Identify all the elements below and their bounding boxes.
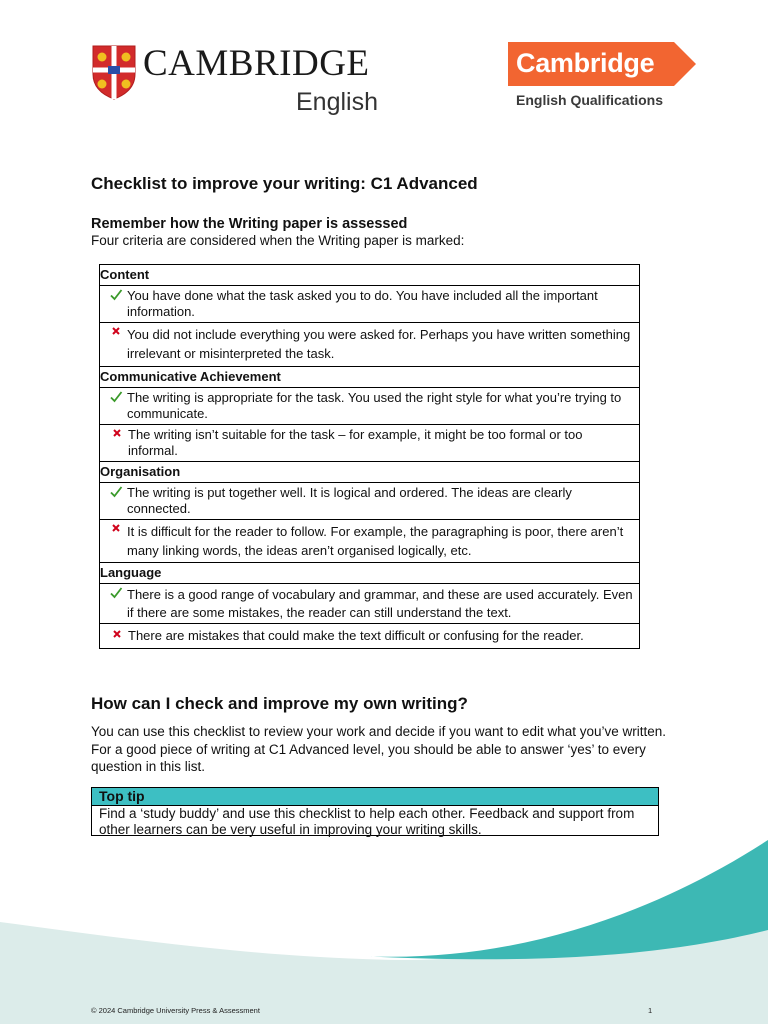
footer-copyright: © 2024 Cambridge University Press & Assessment	[91, 1006, 260, 1015]
criterion-bad-row	[100, 322, 639, 366]
criteria-table	[99, 264, 640, 649]
cross-icon	[109, 325, 123, 339]
criterion-bad-text: There are mistakes that could make the text difficult or confusing for the reader.	[128, 628, 584, 643]
footer-page-number: 1	[648, 1006, 653, 1015]
criterion-bad-row	[100, 424, 639, 461]
criterion-good-text: The writing is put together well. It is logical and ordered. The ideas are clearly connected.	[127, 485, 572, 516]
check-icon	[109, 485, 123, 499]
section-heading-assessment: Remember how the Writing paper is assessed	[91, 216, 408, 232]
criterion-good-text: The writing is appropriate for the task. You used the right style for what you’re trying to communicate.	[127, 390, 622, 421]
criterion-good-text: You have done what the task asked you to do. You have included all the important information.	[127, 288, 598, 319]
criterion-bad-text: It is difficult for the reader to follow. For example, the paragraphing is poor, there aren’t many linking words, the ideas aren’t organised logically, etc.	[127, 524, 624, 558]
criterion-good-row	[100, 583, 639, 623]
criterion-bad-row	[100, 623, 639, 648]
criterion-good-row	[100, 387, 639, 424]
university-crest-icon	[91, 44, 137, 100]
qualifications-sub-label: English Qualifications	[516, 92, 664, 108]
criterion-heading: Language	[100, 562, 639, 583]
cross-icon	[110, 628, 124, 642]
section-intro: Four criteria are considered when the Writing paper is marked:	[91, 233, 465, 248]
page-title: Checklist to improve your writing: C1 Advanced	[91, 174, 478, 193]
criterion-good-row	[100, 285, 639, 322]
section-body: You can use this checklist to review your work and decide if you want to edit what you’ve written. For a good piece of writing at C1 Advanced level, you should be able to answer ‘yes’ to every question in this list.	[91, 724, 667, 774]
top-tip-text: Find a ‘study buddy’ and use this checklist to help each other. Feedback and support from other learners can be very useful in improving your writing skills.	[99, 806, 635, 837]
cambridge-english-logo	[91, 42, 391, 116]
criterion-bad-row	[100, 519, 639, 562]
cross-icon	[110, 427, 124, 441]
decorative-wave	[0, 830, 768, 1024]
criterion-heading: Content	[100, 267, 150, 282]
cambridge-qualifications-logo	[508, 42, 698, 114]
check-icon	[109, 586, 123, 600]
top-tip-box	[91, 787, 659, 836]
top-tip-title: Top tip	[92, 788, 658, 806]
criterion-heading: Communicative Achievement	[100, 366, 639, 387]
criterion-heading: Organisation	[100, 461, 639, 482]
brand-sub: English	[296, 88, 378, 116]
brand-word: CAMBRIDGE	[143, 43, 370, 84]
check-icon	[109, 390, 123, 404]
criterion-bad-text: The writing isn’t suitable for the task – for example, it might be too formal or too informal.	[128, 427, 583, 458]
criterion-good-row	[100, 482, 639, 519]
criterion-good-text: There is a good range of vocabulary and grammar, and these are used accurately. Even if there are some mistakes, the reader can still understand the text.	[127, 587, 633, 620]
check-icon	[109, 288, 123, 302]
qualifications-flag-label: Cambridge	[516, 48, 655, 78]
criterion-bad-text: You did not include everything you were asked for. Perhaps you have written something irrelevant or misinterpreted the task.	[127, 327, 631, 361]
cross-icon	[109, 522, 123, 536]
section-heading-improve: How can I check and improve my own writing?	[91, 694, 468, 713]
